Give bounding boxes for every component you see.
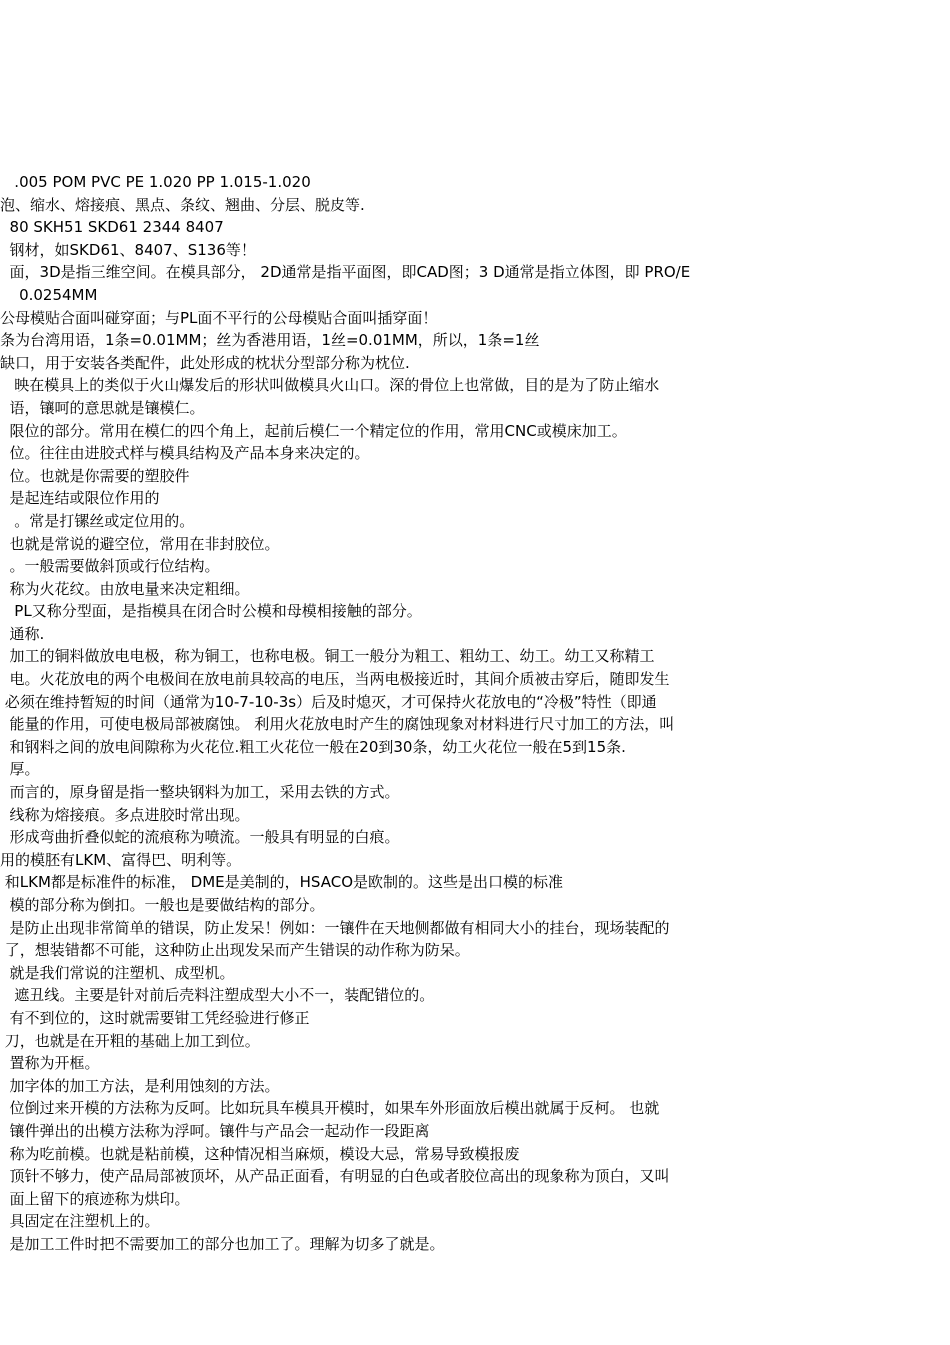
- text-line: 面，3D是指三维空间。在模具部分， 2D通常是指平面图，即CAD图；3 D通常是指立体图，即 PRO/E: [0, 263, 691, 282]
- text-line: .005 POM PVC PE 1.020 PP 1.015-1.020: [0, 173, 311, 191]
- text-line: 称为火花纹。由放电量来决定粗细。: [0, 579, 250, 598]
- text-line: 也就是常说的避空位，常用在非封胶位。: [0, 534, 280, 553]
- text-line: 形成弯曲折叠似蛇的流痕称为喷流。一般具有明显的白痕。: [0, 828, 400, 847]
- text-line: 通称.: [0, 624, 45, 643]
- text-line: 厚。: [0, 760, 40, 779]
- text-line: 钢材，如SKD61、8407、S136等！: [0, 240, 256, 259]
- text-line: 。一般需要做斜顶或行位结构。: [0, 557, 220, 576]
- text-line: 80 SKH51 SKD61 2344 8407: [0, 218, 224, 237]
- text-line: 泡、缩水、熔接痕、黑点、条纹、翘曲、分层、脱皮等.: [0, 195, 365, 214]
- text-line: 用的模胚有LKM、富得巴、明利等。: [0, 850, 242, 869]
- text-line: 模的部分称为倒扣。一般也是要做结构的部分。: [0, 896, 325, 914]
- text-line: 是加工工件时把不需要加工的部分也加工了。理解为切多了就是。: [0, 1234, 445, 1253]
- text-line: 是起连结或限位作用的: [0, 489, 160, 508]
- text-line: 具固定在注塑机上的。: [0, 1212, 160, 1231]
- text-line: 和LKM都是标准件的标准， DME是美制的，HSACO是欧制的。这些是出口模的标准: [0, 873, 564, 892]
- text-line: 顶针不够力，使产品局部被顶坏，从产品正面看，有明显的白色或者胶位高出的现象称为顶白，又叫: [0, 1167, 670, 1186]
- text-line: 加工的铜料做放电电极，称为铜工，也称电极。铜工一般分为粗工、粗幼工、幼工。幼工又称精工: [0, 647, 655, 666]
- text-line: 位倒过来开模的方法称为反呵。比如玩具车模具开模时，如果车外形面放后模出就属于反柯。 也就: [0, 1099, 660, 1118]
- text-line: 映在模具上的类似于火山爆发后的形状叫做模具火山口。深的骨位上也常做，目的是为了防止缩水: [0, 376, 660, 395]
- text-line: 线称为熔接痕。多点进胶时常出现。: [0, 805, 250, 824]
- text-line: 公母模贴合面叫碰穿面；与PL面不平行的公母模贴合面叫插穿面！: [0, 308, 438, 327]
- text-line: 置称为开框。: [0, 1054, 100, 1073]
- text-line: 条为台湾用语，1条=0.01MM；丝为香港用语，1丝=0.01MM，所以，1条=1丝: [0, 331, 540, 350]
- text-line: 缺口，用于安装各类配件，此处形成的枕状分型部分称为枕位.: [0, 353, 410, 372]
- text-line: 语，镶呵的意思就是镶模仁。: [0, 398, 205, 417]
- text-line: PL又称分型面，是指模具在闭合时公模和母模相接触的部分。: [0, 602, 422, 621]
- text-line: 0.0254MM: [0, 285, 98, 304]
- text-line: 就是我们常说的注塑机、成型机。: [0, 963, 235, 982]
- text-line: 是防止出现非常简单的错误，防止发呆！例如：一镶件在天地侧都做有相同大小的挂台，现场装配的: [0, 918, 670, 937]
- text-line: 能量的作用，可使电极局部被腐蚀。 利用火花放电时产生的腐蚀现象对材料进行尺寸加工的方法，叫: [0, 715, 675, 734]
- text-line: 加字体的加工方法，是利用蚀刻的方法。: [0, 1076, 280, 1095]
- text-line: 而言的，原身留是指一整块钢料为加工，采用去铁的方式。: [0, 783, 400, 802]
- text-line: 位。往往由进胶式样与模具结构及产品本身来决定的。: [0, 444, 370, 463]
- text-line: 称为吃前模。也就是粘前模，这种情况相当麻烦，模设大忌，常易导致模报废: [0, 1144, 520, 1163]
- text-line: 电。火花放电的两个电极间在放电前具较高的电压，当两电极接近时，其间介质被击穿后，随即发生: [0, 670, 670, 689]
- text-line: 面上留下的痕迹称为烘印。: [0, 1189, 190, 1208]
- text-line: 位。也就是你需要的塑胶件: [0, 466, 190, 485]
- text-line: 有不到位的，这时就需要钳工凭经验进行修正: [0, 1008, 310, 1027]
- text-line: 。常是打镙丝或定位用的。: [0, 511, 195, 530]
- text-line: 必须在维持暂短的时间（通常为10-7-10-3s）后及时熄灭，才可保持火花放电的“冷极”特性（即通: [0, 692, 657, 711]
- document-body: [0, 171, 950, 1256]
- text-line: 镶件弹出的出模方法称为浮呵。镶件与产品会一起动作一段距离: [0, 1121, 430, 1140]
- text-line: 刀，也就是在开粗的基础上加工到位。: [0, 1031, 260, 1050]
- text-line: 限位的部分。常用在模仁的四个角上，起前后模仁一个精定位的作用，常用CNC或模床加工。: [0, 421, 627, 440]
- text-line: 和钢料之间的放电间隙称为火花位.粗工火花位一般在20到30条，幼工火花位一般在5到15条.: [0, 737, 626, 756]
- text-line: 遮丑线。主要是针对前后壳料注塑成型大小不一，装配错位的。: [0, 986, 435, 1005]
- text-line: 了，想装错都不可能，这种防止出现发呆而产生错误的动作称为防呆。: [0, 941, 470, 960]
